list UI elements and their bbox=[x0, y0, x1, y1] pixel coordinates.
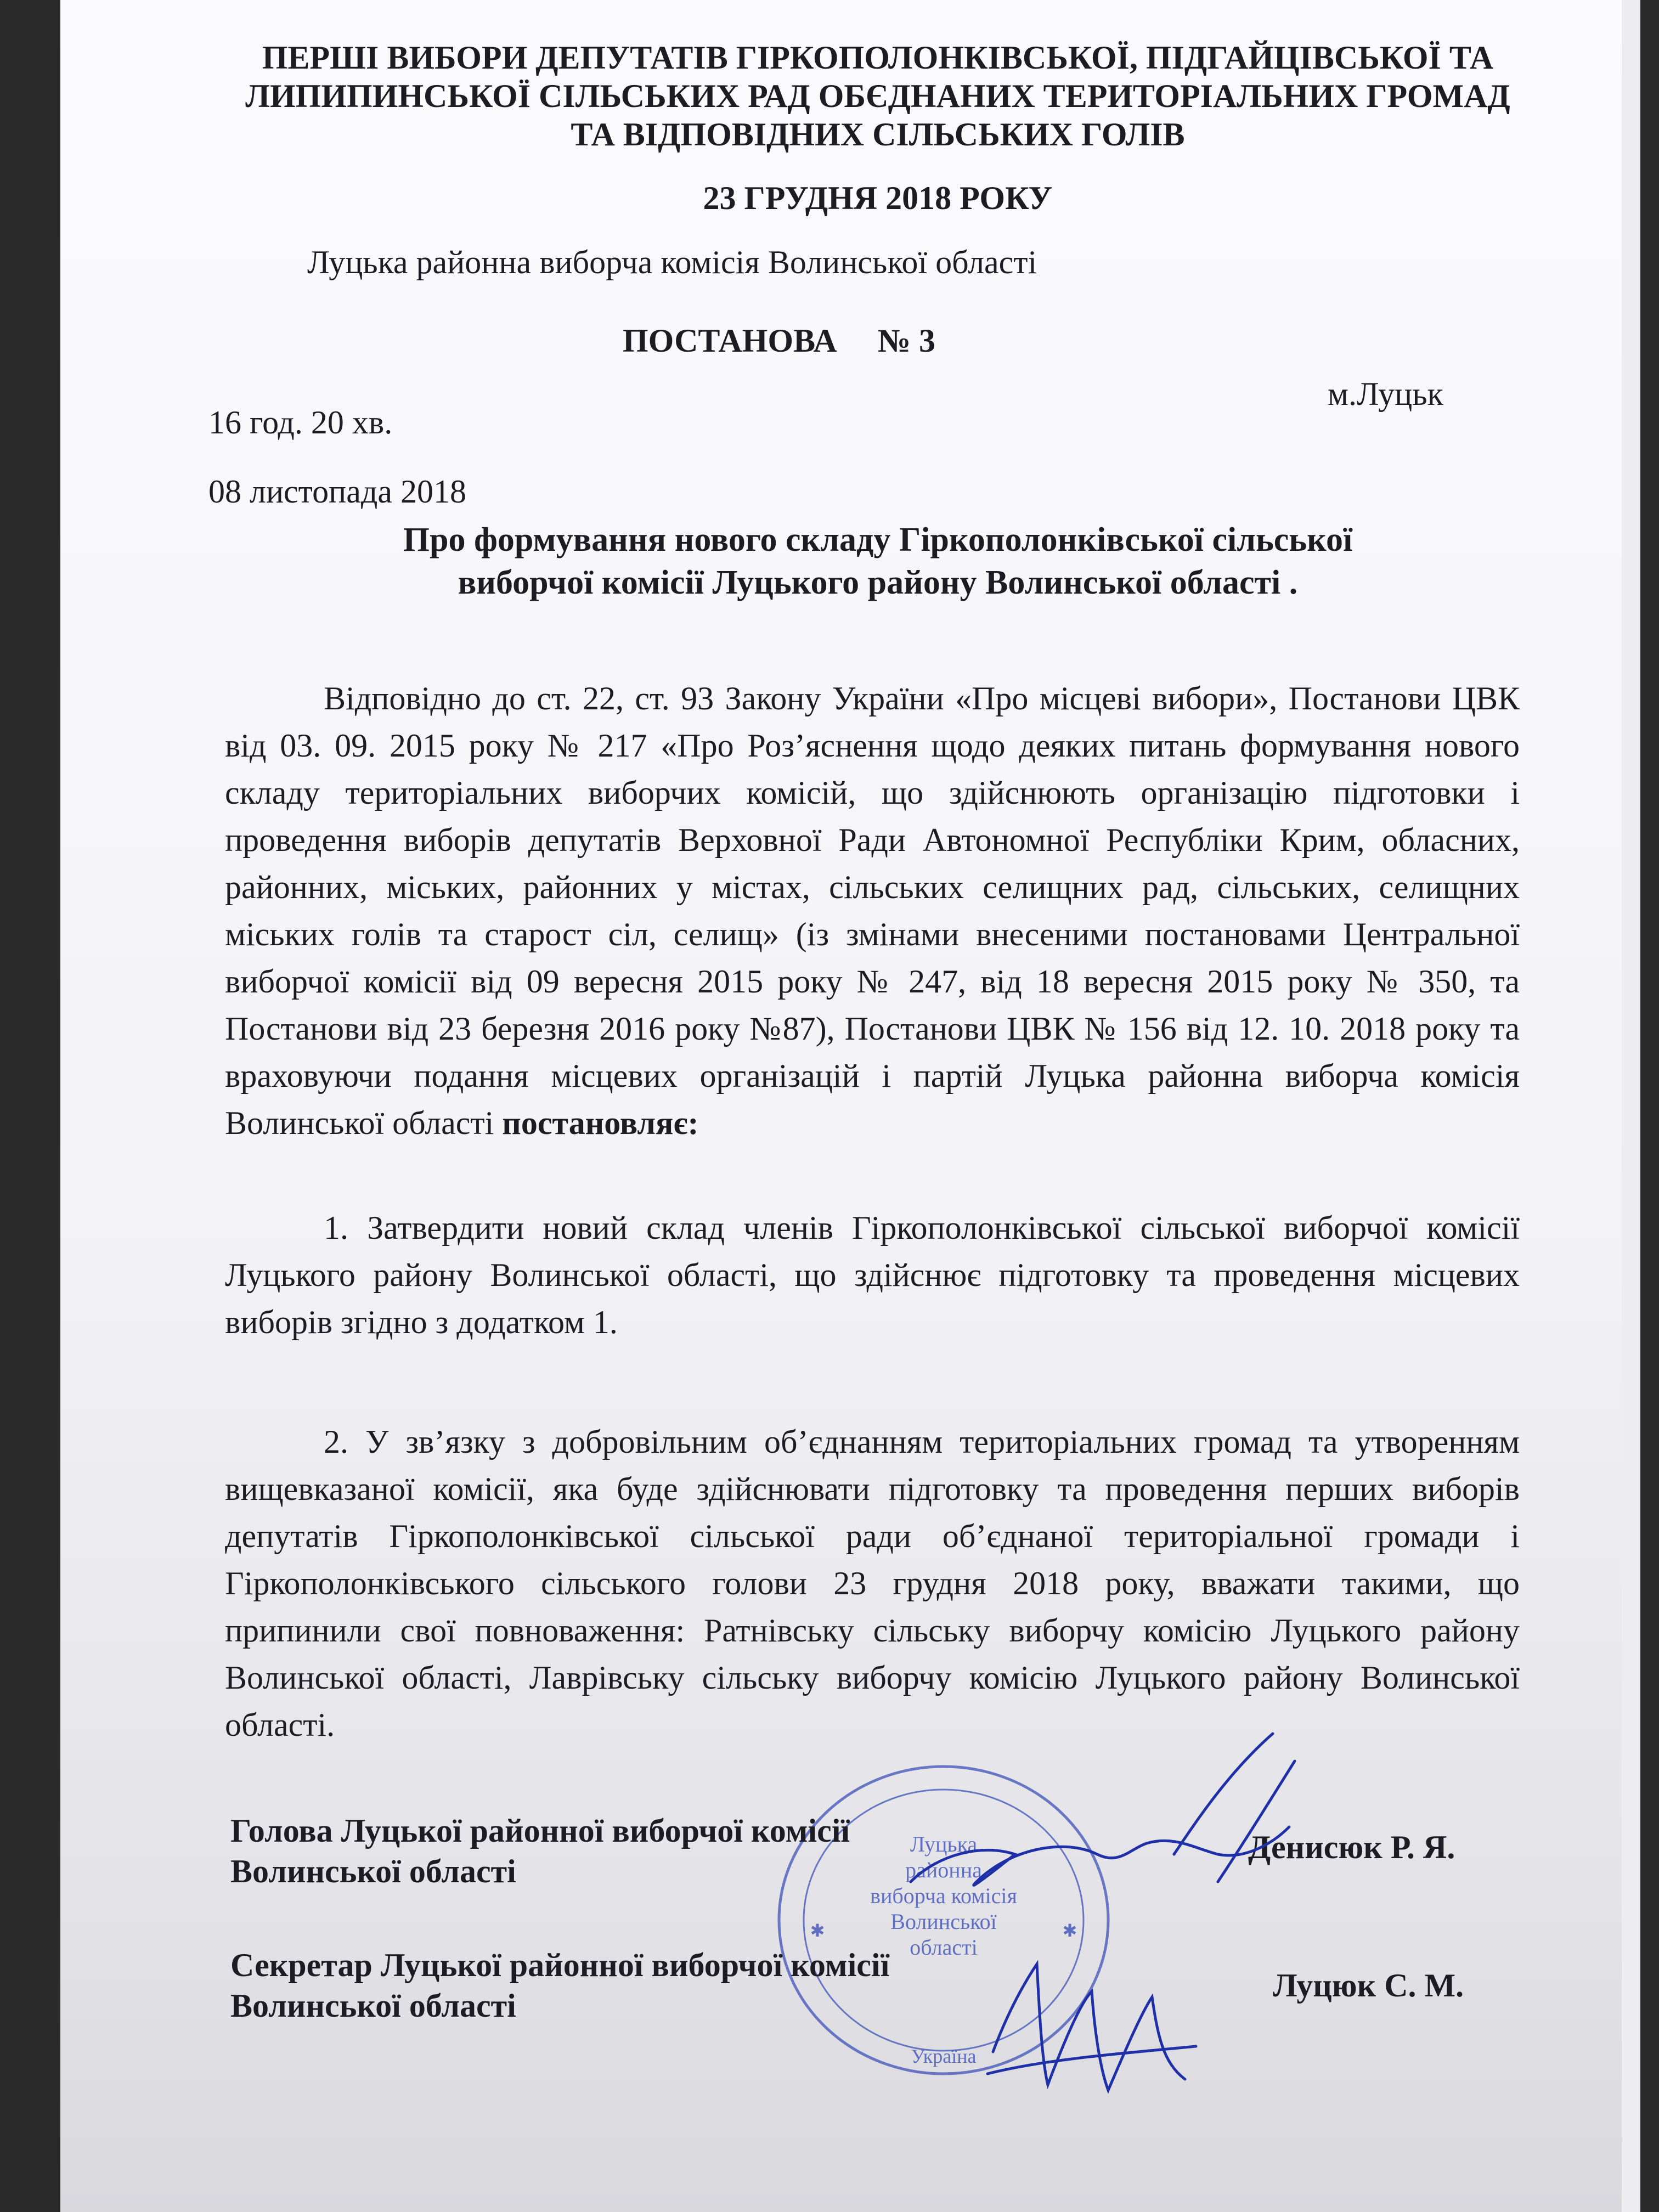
stamp-line-4: Волинської bbox=[890, 1909, 997, 1934]
item-2-text: 2. У зв’язку з добровільним об’єднанням територіальних громад та утворенням вищевказаної комісії, яка буде здійснювати підготовку та проведення перших виборів депутатів Гіркополонківської сільської ради об’єднаної територіальної громади і Гіркополонківського сільського голови 23 грудня 2018 року, вважати такими, що припинили свої повноваження: Ратнівську сільську виборчу комісію Луцького району Волинської області, Лаврівську сільську виборчу комісію Луцького району Волинської області. bbox=[225, 1424, 1520, 1743]
stamp-line-3: виборча комісія bbox=[870, 1883, 1017, 1908]
item-2-paragraph bbox=[225, 1418, 1520, 1748]
title-line-1: Про формування нового складу Гіркополонківської сільської bbox=[403, 521, 1353, 558]
item-1-paragraph bbox=[225, 1204, 1520, 1346]
resolution-title bbox=[236, 518, 1520, 604]
secretary-signature bbox=[977, 1942, 1207, 2118]
secretary-title-line-1: Секретар Луцької районної виборчої комісії bbox=[230, 1947, 890, 1983]
paper-edge bbox=[1622, 0, 1640, 2212]
stamp-line-5: області bbox=[910, 1935, 978, 1960]
head-signature bbox=[889, 1717, 1317, 1937]
title-line-2: виборчої комісії Луцького району Волинської області . bbox=[458, 564, 1298, 601]
item-1-text: 1. Затвердити новий склад членів Гіркополонківської сільської виборчої комісії Луцького району Волинської області, що здійснює підготовку та проведення місцевих виборів згідно з додатком 1. bbox=[225, 1210, 1520, 1340]
header-line-3: ТА ВІДПОВІДНИХ СІЛЬСЬКИХ ГОЛІВ bbox=[571, 116, 1185, 153]
resolution-number: № 3 bbox=[877, 323, 935, 359]
stamp-star-right: ✱ bbox=[1062, 1921, 1077, 1940]
election-date: 23 ГРУДНЯ 2018 РОКУ bbox=[703, 180, 1053, 216]
resolution-heading bbox=[623, 321, 935, 360]
header-line-2: ЛИПИПИНСЬКОЇ СІЛЬСЬКИХ РАД ОБЄДНАНИХ ТЕРИТОРІАЛЬНИХ ГРОМАД bbox=[245, 78, 1510, 114]
secretary-title bbox=[230, 1945, 889, 2026]
head-title-line-2: Волинської області bbox=[230, 1853, 516, 1889]
resolution-label: ПОСТАНОВА bbox=[623, 323, 837, 359]
election-header bbox=[208, 38, 1547, 154]
secretary-title-line-2: Волинської області bbox=[230, 1988, 516, 2024]
stamp-line-2: районна bbox=[905, 1858, 982, 1882]
stamp-line-1: Луцька bbox=[910, 1832, 978, 1857]
preamble-paragraph bbox=[225, 675, 1520, 1147]
head-title bbox=[230, 1810, 850, 1892]
decides-text: постановляє: bbox=[502, 1105, 699, 1141]
preamble-text: Відповідно до ст. 22, ст. 93 Закону України «Про місцеві вибори», Постанови ЦВК від 03. 09. 2015 року № 217 «Про Роз’яснення щодо деяких питань формування нового складу територіальних виборчих комісій, що здійснюють організацію підготовки і проведення виборів депутатів Верховної Ради Автономної Республіки Крим, обласних, районних, міських, районних у містах, сільських селищних рад, сільських, селищних міських голів та старост сіл, селищ» (із змінами внесеними постановами Центральної виборчої комісії від 09 вересня 2015 року № 247, від 18 вересня 2015 року № 350, та Постанови від 23 березня 2016 року №87), Постанови ЦВК № 156 від 12. 10. 2018 року та враховуючи подання місцевих організацій і партій Луцька районна виборча комісія Волинської області bbox=[225, 680, 1520, 1141]
stamp-star-left: ✱ bbox=[810, 1921, 825, 1940]
stamp-bottom: Україна bbox=[911, 2045, 977, 2067]
secretary-name: Луцюк С. М. bbox=[1273, 1967, 1464, 2004]
header-line-1: ПЕРШІ ВИБОРИ ДЕПУТАТІВ ГІРКОПОЛОНКІВСЬКОЇ, ПІДГАЙЦІВСЬКОЇ ТА bbox=[262, 40, 1494, 76]
resolution-date: 08 листопада 2018 bbox=[208, 473, 467, 510]
commission-name: Луцька районна виборча комісія Волинської області bbox=[307, 244, 1037, 280]
time: 16 год. 20 хв. bbox=[208, 404, 393, 441]
head-name: Денисюк Р. Я. bbox=[1248, 1829, 1455, 1865]
place: м.Луцьк bbox=[1328, 376, 1443, 412]
head-title-line-1: Голова Луцької районної виборчої комісії bbox=[230, 1813, 850, 1849]
